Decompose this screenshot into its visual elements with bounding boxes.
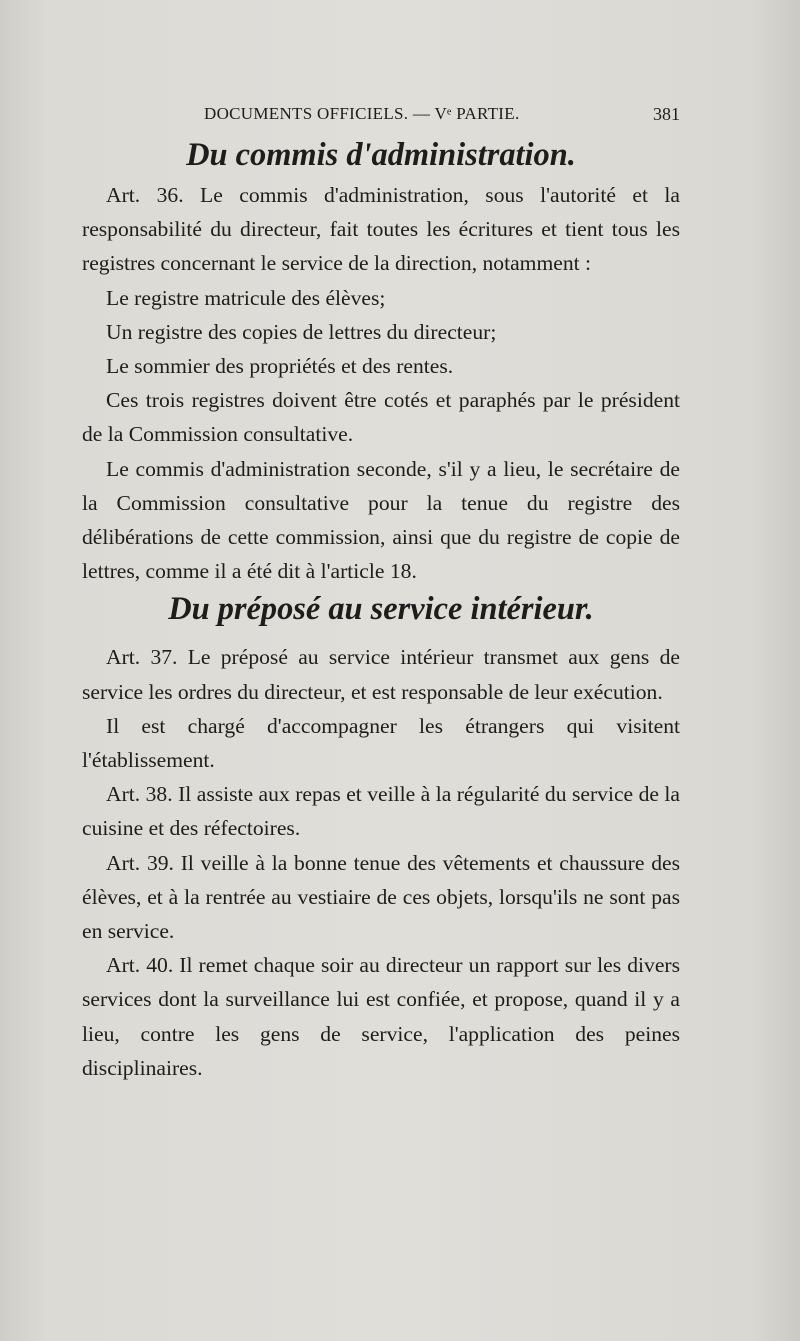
list-item-sommier: Le sommier des propriétés et des rentes. xyxy=(106,354,454,379)
paragraph-art-36: Art. 36. Le commis d'administration, sous l'autorité et la responsabilité du directeur, fait toutes les écritures et tient tous les registres concernant le service de la direction, notamment : xyxy=(82,183,680,276)
paragraph-etrangers: Il est chargé d'accompagner les étrangers qui visitent l'établissement. xyxy=(82,713,680,773)
running-head: DOCUMENTS OFFICIELS. — Vᵉ PARTIE. xyxy=(204,104,520,123)
paragraph-art-37: Art. 37. Le préposé au service intérieur transmet aux gens de service les ordres du directeur, et est responsable de leur exécution. xyxy=(82,645,680,704)
page-header xyxy=(0,104,800,134)
paragraph-art-38: Art. 38. Il assiste aux repas et veille à la régularité du service de la cuisine et des réfectoires. xyxy=(82,782,680,841)
list-item-copies-lettres: Un registre des copies de lettres du directeur; xyxy=(106,319,497,344)
page-number: 381 xyxy=(653,104,680,124)
paragraph-cotes-paraphes: Ces trois registres doivent être cotés et paraphés par le président de la Commission consultative. xyxy=(82,388,680,447)
list-item-registre-matricule: Le registre matricule des élèves; xyxy=(106,285,386,310)
section-title-commis: Du commis d'administration. xyxy=(186,137,576,173)
paragraph-art-39: Art. 39. Il veille à la bonne tenue des vêtements et chaussure des élèves, et à la rentrée au vestiaire de ces objets, lorsqu'ils ne sont pas en service. xyxy=(82,850,680,944)
body-text xyxy=(82,137,680,1085)
paragraph-commis-seconde: Le commis d'administration seconde, s'il y a lieu, le secrétaire de la Commission consultative pour la tenue du registre des délibérations de cette commission, ainsi que du registre de copie de lettres, comme il a été dit à l'article 18. xyxy=(82,456,680,584)
section-title-prepose: Du préposé au service intérieur. xyxy=(168,591,594,628)
paragraph-art-40: Art. 40. Il remet chaque soir au directeur un rapport sur les divers services dont la surveillance lui est confiée, et propose, quand il y a lieu, contre les gens de service, l'application des peines disciplinaires. xyxy=(82,953,680,1080)
